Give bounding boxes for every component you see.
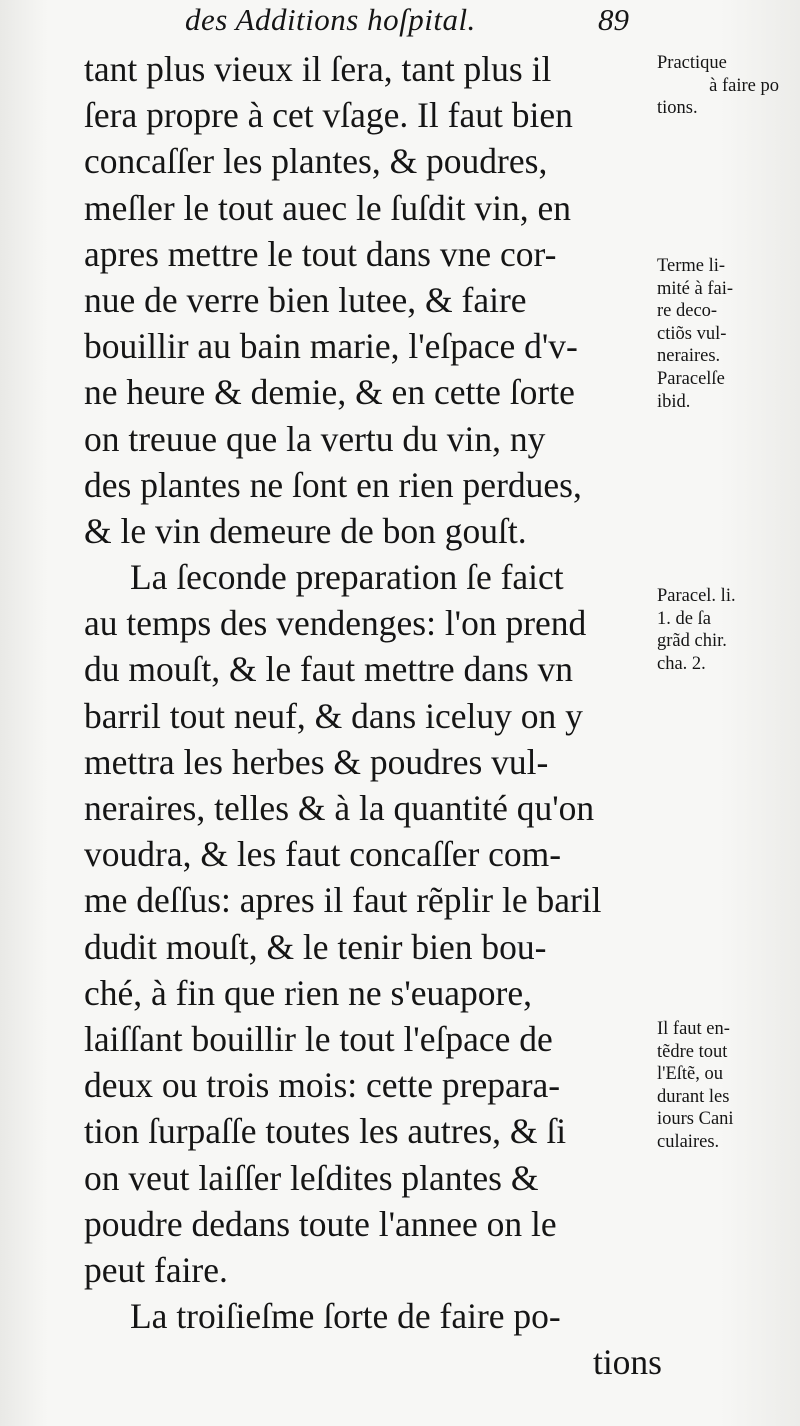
margin-note-line: culaires.	[657, 1131, 720, 1152]
text-line: voudra, & les faut concaſſer com-	[84, 834, 562, 875]
text-line: dudit mouſt, & le tenir bien bou-	[84, 926, 547, 967]
text-line: barril tout neuf, & dans iceluy on y	[84, 695, 583, 736]
text-line: au temps des vendenges: l'on prend	[84, 603, 587, 644]
text-line: poudre dedans toute l'annee on le	[84, 1203, 557, 1244]
text-line: laiſſant bouillir le tout l'eſpace de	[84, 1018, 553, 1059]
margin-note-line: tẽdre tout	[657, 1041, 728, 1062]
margin-note-line: cha. 2.	[657, 653, 706, 674]
paragraph-start-line: La ſeconde preparation ſe faict	[130, 557, 564, 598]
margin-note-line: ctiõs vul-	[657, 323, 727, 344]
text-line: deux ou trois mois: cette prepara-	[84, 1065, 561, 1106]
margin-note-line: Paracelſe	[657, 368, 725, 389]
margin-note-paracel	[657, 585, 797, 675]
margin-note-line: Terme li-	[657, 256, 726, 276]
text-line: ſera propre à cet vſage. Il faut bien	[84, 95, 573, 136]
text-line: apres mettre le tout dans vne cor-	[84, 233, 557, 274]
margin-note-line: tions.	[657, 98, 698, 119]
text-line: tant plus vieux il ſera, tant plus il	[84, 49, 552, 89]
margin-note-line: l'Eſtẽ, ou	[657, 1064, 724, 1085]
running-title: des Additions hoſpital.	[185, 2, 476, 37]
margin-note-line: iours Cani	[657, 1109, 734, 1130]
text-line: meſler le tout auec le ſuſdit vin, en	[84, 187, 571, 228]
text-line: ne heure & demie, & en cette ſorte	[84, 372, 575, 413]
text-line: on treuue que la vertu du vin, ny	[84, 418, 546, 459]
margin-note-line: ibid.	[657, 391, 691, 412]
margin-note-line: neraires.	[657, 346, 721, 367]
text-line: tion ſurpaſſe toutes les autres, & ſi	[84, 1111, 567, 1152]
page-number: 89	[598, 2, 629, 37]
margin-note-terme	[657, 255, 797, 413]
text-line: nue de verre bien lutee, & faire	[84, 279, 527, 320]
margin-note-il-faut	[657, 1018, 797, 1154]
text-line: peut faire.	[84, 1249, 228, 1290]
margin-note-line: Practique	[657, 53, 727, 73]
text-line: concaſſer les plantes, & poudres,	[84, 141, 548, 182]
text-line: neraires, telles & à la quantité qu'on	[84, 788, 595, 828]
text-line: du mouſt, & le faut mettre dans vn	[84, 649, 574, 690]
margin-note-line: durant les	[657, 1086, 730, 1107]
margin-note-line: mité à fai-	[657, 278, 734, 299]
margin-note-line: re deco-	[657, 301, 718, 322]
text-line: me deſſus: apres il faut rẽplir le baril	[84, 880, 602, 921]
margin-note-line: grãd chir.	[657, 631, 727, 652]
margin-note-line: à faire po	[709, 75, 779, 96]
margin-note-line: Paracel. li.	[657, 586, 736, 606]
paragraph-start-line: La troiſieſme ſorte de faire po-	[130, 1296, 561, 1337]
margin-note-practique	[657, 52, 797, 120]
text-line: ché, à fin que rien ne s'euapore,	[84, 972, 532, 1013]
catchword: tions	[592, 1342, 662, 1383]
text-line: on veut laiſſer leſdites plantes &	[84, 1157, 539, 1198]
margin-note-line: Il faut en-	[657, 1019, 730, 1039]
text-line: mettra les herbes & poudres vul-	[84, 741, 549, 782]
page-header	[0, 2, 800, 42]
main-text-block	[84, 46, 664, 1385]
margin-note-line: 1. de ſa	[657, 608, 711, 629]
text-line: & le vin demeure de bon gouſt.	[84, 510, 527, 551]
text-line: bouillir au bain marie, l'eſpace d'v-	[84, 326, 578, 367]
text-line: des plantes ne ſont en rien perdues,	[84, 464, 582, 505]
